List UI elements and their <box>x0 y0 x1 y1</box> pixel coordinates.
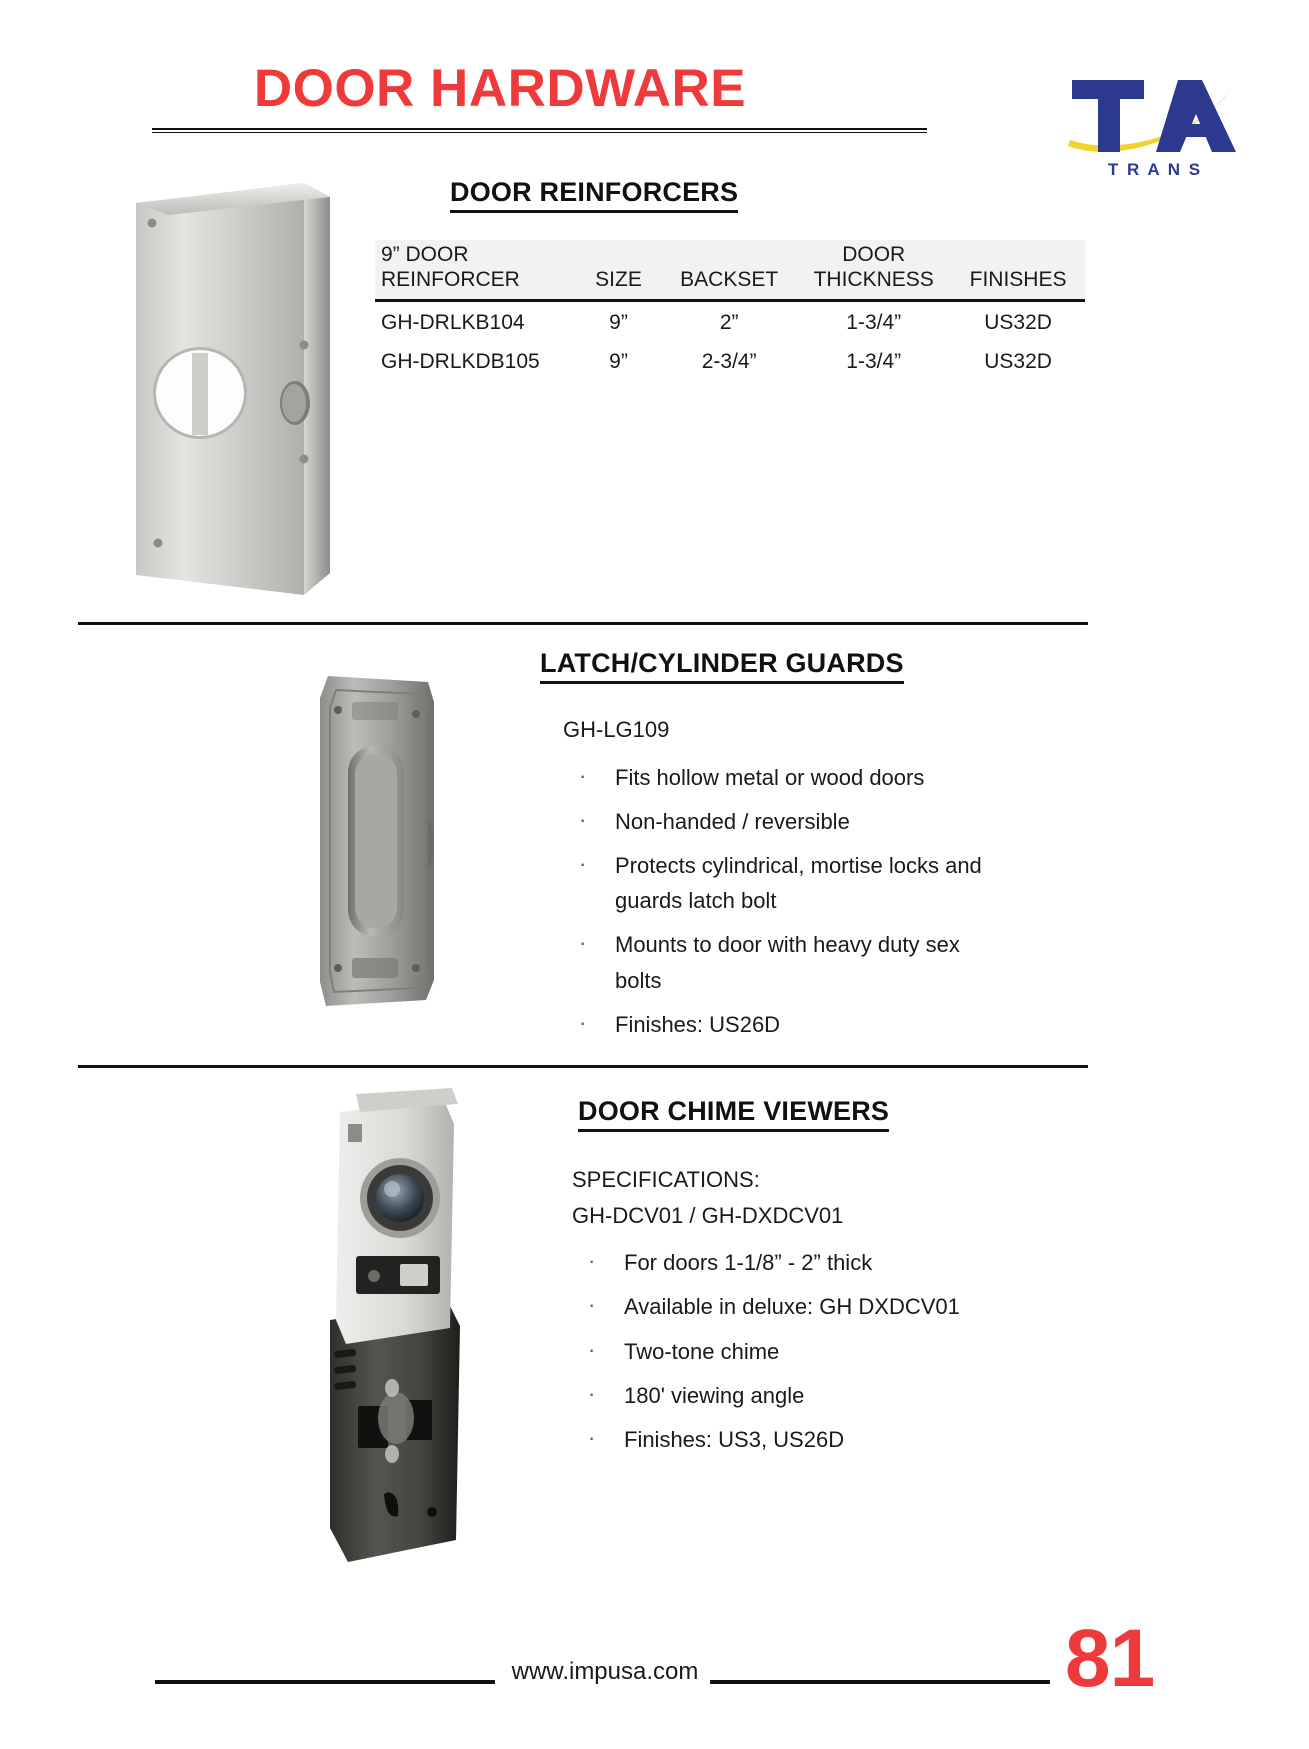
table-header-row <box>375 240 1085 300</box>
list-item: · 180' viewing angle <box>572 1378 992 1413</box>
door-chime-viewer-photo <box>300 1088 500 1568</box>
column-header-backset: BACKSET <box>662 240 796 300</box>
section-title-door-reinforcers: DOOR REINFORCERS <box>450 177 738 208</box>
section-title-latch-cylinder-guards: LATCH/CYLINDER GUARDS <box>540 648 904 679</box>
cell-backset: 2-3/4” <box>701 349 757 373</box>
table-body <box>375 300 1085 380</box>
latch-guard-model: GH-LG109 <box>563 717 670 742</box>
page-number: 81 <box>1065 1613 1155 1704</box>
cell-size: 9” <box>609 310 628 334</box>
footer-rule-right <box>710 1680 1050 1684</box>
cell-model: GH-DRLKDB105 <box>381 349 540 373</box>
section-title-door-chime-viewers: DOOR CHIME VIEWERS <box>578 1096 889 1127</box>
cell-finishes: US32D <box>984 310 1052 334</box>
ta-trans-logo <box>1060 58 1250 183</box>
chime-viewer-model: GH-DCV01 / GH-DXDCV01 <box>572 1202 844 1228</box>
list-item: · Protects cylindrical, mortise locks and guards latch bolt <box>563 848 983 918</box>
list-item: · Non-handed / reversible <box>563 804 983 839</box>
table-header <box>375 240 1085 300</box>
door-reinforcer-spec-table <box>375 240 1085 380</box>
list-item: · Finishes: US26D <box>563 1007 983 1042</box>
list-item: · Available in deluxe: GH DXDCV01 <box>572 1289 992 1324</box>
list-item: · For doors 1-1/8” - 2” thick <box>572 1245 992 1280</box>
page-title: DOOR HARDWARE <box>253 59 747 118</box>
column-header-door-thickness: DOOR THICKNESS <box>796 240 951 300</box>
logo-wordmark: T R A N S <box>1107 160 1203 179</box>
latch-guard-details <box>563 712 983 1051</box>
table-row <box>375 341 1085 380</box>
list-item: · Finishes: US3, US26D <box>572 1422 992 1457</box>
header-divider-rule <box>152 128 927 133</box>
section-divider <box>78 622 1088 625</box>
list-item: · Mounts to door with heavy duty sex bolts <box>563 927 983 997</box>
door-reinforcer-photo <box>108 175 363 615</box>
chime-viewer-spec-label: SPECIFICATIONS: <box>572 1167 760 1192</box>
footer-rule-left <box>155 1680 495 1684</box>
section-divider <box>78 1065 1088 1068</box>
cell-door-thickness: 1-3/4” <box>846 310 902 334</box>
chime-viewer-details <box>572 1162 992 1466</box>
latch-cylinder-guard-photo <box>300 668 475 1013</box>
cell-size: 9” <box>609 349 628 373</box>
latch-guard-feature-list <box>563 760 983 1042</box>
cell-backset: 2” <box>719 310 739 334</box>
table-row <box>375 300 1085 341</box>
cell-finishes: US32D <box>984 349 1052 373</box>
chime-viewer-feature-list <box>572 1245 992 1457</box>
cell-model: GH-DRLKB104 <box>381 310 525 334</box>
footer-website-url[interactable]: www.impusa.com <box>511 1658 699 1685</box>
column-header-finishes: FINISHES <box>951 240 1085 300</box>
list-item: · Two-tone chime <box>572 1334 992 1369</box>
column-header-size: SIZE <box>575 240 662 300</box>
cell-door-thickness: 1-3/4” <box>846 349 902 373</box>
column-header-model: 9” DOOR REINFORCER <box>375 240 575 300</box>
list-item: · Fits hollow metal or wood doors <box>563 760 983 795</box>
